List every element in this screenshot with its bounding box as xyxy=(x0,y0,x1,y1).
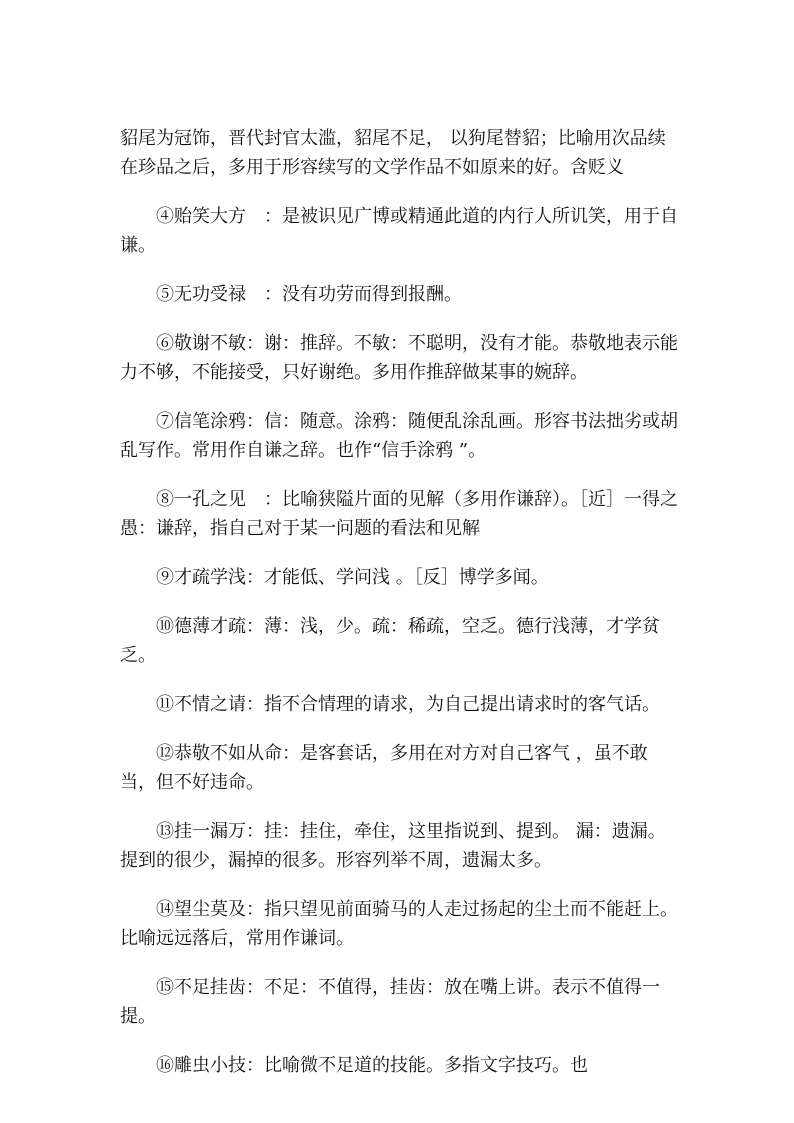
paragraph-idiom-9: ⑨才疏学浅：才能低、学问浅 。［反］博学多闻。 xyxy=(156,567,549,588)
document-body xyxy=(120,124,680,1100)
paragraph-idiom-7: ⑦信笔涂鸦：信：随意。涂鸦：随便乱涂乱画。形容书法拙劣或胡乱写作。常用作自谦之辞。也作“信手涂鸦 ”。 xyxy=(120,411,678,461)
paragraph-idiom-10: ⑩德薄才疏：薄：浅，少。疏：稀疏，空乏。德行浅薄，才学贫乏。 xyxy=(120,616,660,666)
paragraph-idiom-6: ⑥敬谢不敏：谢：推辞。不敏：不聪明，没有才能。恭敬地表示能力不够，不能接受，只好谢绝。多用作推辞做某事的婉辞。 xyxy=(120,333,678,383)
paragraph-continuation: 貂尾为冠饰，晋代封官太滥，貂尾不足， 以狗尾替貂；比喻用次品续在珍品之后，多用于形容续写的文学作品不如原来的好。含贬义 xyxy=(120,128,666,178)
paragraph-idiom-15: ⑮不足挂齿：不足：不值得，挂齿：放在嘴上讲。表示不值得一提。 xyxy=(120,977,660,1027)
paragraph-idiom-4: ④贻笑大方 ：是被识见广博或精通此道的内行人所讥笑，用于自谦。 xyxy=(120,206,678,256)
paragraph-idiom-16: ⑯雕虫小技：比喻微不足道的技能。多指文字技巧。也 xyxy=(156,1055,588,1076)
paragraph-idiom-5: ⑤无功受禄 ：没有功劳而得到报酬。 xyxy=(156,284,462,305)
paragraph-idiom-14: ⑭望尘莫及：指只望见前面骑马的人走过扬起的尘土而不能赶上。比喻远远落后，常用作谦词。 xyxy=(120,899,678,949)
paragraph-idiom-8: ⑧一孔之见 ：比喻狭隘片面的见解（多用作谦辞）。［近］一得之愚：谦辞，指自己对于某一问题的看法和见解 xyxy=(120,489,678,539)
paragraph-idiom-13: ⑬挂一漏万：挂：挂住，牵住，这里指说到、提到。 漏：遗漏。提到的很少，漏掉的很多。形容列举不周，遗漏太多。 xyxy=(120,821,666,871)
paragraph-idiom-11: ⑪不情之请：指不合情理的请求，为自己提出请求时的客气话。 xyxy=(156,694,660,715)
paragraph-idiom-12: ⑫恭敬不如从命：是客套话，多用在对方对自己客气 ，虽不敢当，但不好违命。 xyxy=(120,743,648,793)
